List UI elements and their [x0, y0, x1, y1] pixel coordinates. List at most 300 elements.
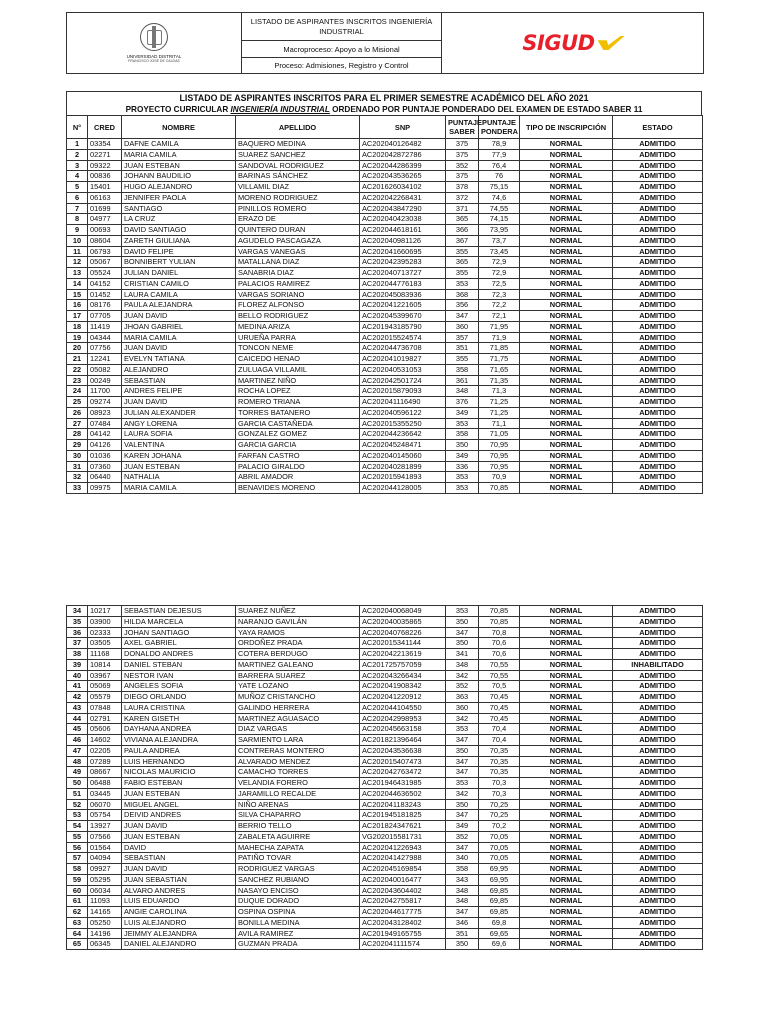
tipo-inscripcion-cell: NORMAL: [520, 429, 613, 440]
puntaje-saber-cell: 348: [446, 896, 479, 907]
row-number-cell: 37: [67, 638, 88, 649]
row-number-cell: 1: [67, 139, 88, 150]
cred-cell: 01564: [88, 842, 122, 853]
snp-cell: AC202042395283: [360, 257, 446, 268]
snp-cell: AC202015941893: [360, 472, 446, 483]
nombre-cell: SANTIAGO: [122, 203, 236, 214]
table-row: [67, 289, 703, 300]
apellido-cell: RODRIGUEZ VARGAS: [236, 864, 360, 875]
row-number-cell: 50: [67, 778, 88, 789]
cred-cell: 12241: [88, 354, 122, 365]
header-col-cred: CRED: [88, 116, 122, 139]
apellido-cell: ROMERO TRIANA: [236, 397, 360, 408]
estado-cell: ADMITIDO: [613, 289, 703, 300]
nombre-cell: JUAN ESTEBAN: [122, 831, 236, 842]
table-row: [67, 885, 703, 896]
tipo-inscripcion-cell: NORMAL: [520, 713, 613, 724]
apellido-cell: BAQUERO MEDINA: [236, 139, 360, 150]
estado-cell: ADMITIDO: [613, 171, 703, 182]
snp-cell: AC201945181825: [360, 810, 446, 821]
nombre-cell: SEBASTIAN: [122, 853, 236, 864]
snp-cell: AC202044736708: [360, 343, 446, 354]
puntaje-saber-cell: 365: [446, 214, 479, 225]
table-row: [67, 257, 703, 268]
puntaje-ponderado-cell: 72,2: [479, 300, 520, 311]
apellido-cell: DIAZ VARGAS: [236, 724, 360, 735]
puntaje-saber-cell: 336: [446, 461, 479, 472]
estado-cell: ADMITIDO: [613, 917, 703, 928]
apellido-cell: FLOREZ ALFONSO: [236, 300, 360, 311]
estado-cell: ADMITIDO: [613, 354, 703, 365]
puntaje-ponderado-cell: 69,65: [479, 928, 520, 939]
nombre-cell: KAREN GISETH: [122, 713, 236, 724]
apellido-cell: CAMACHO TORRES: [236, 767, 360, 778]
table-row: [67, 160, 703, 171]
puntaje-ponderado-cell: 70,85: [479, 483, 520, 494]
tipo-inscripcion-cell: NORMAL: [520, 659, 613, 670]
cred-cell: 06163: [88, 192, 122, 203]
puntaje-saber-cell: 368: [446, 289, 479, 300]
puntaje-saber-cell: 347: [446, 311, 479, 322]
snp-cell: AC202045663158: [360, 724, 446, 735]
table-row: [67, 810, 703, 821]
estado-cell: ADMITIDO: [613, 203, 703, 214]
snp-cell: AC202041116490: [360, 397, 446, 408]
row-number-cell: 40: [67, 670, 88, 681]
brand-check-icon: [595, 36, 624, 50]
snp-cell: AC202043128402: [360, 917, 446, 928]
nombre-cell: SEBASTIAN: [122, 375, 236, 386]
apellido-cell: BELLO RODRIGUEZ: [236, 311, 360, 322]
snp-cell: AC202041908342: [360, 681, 446, 692]
table-row: [67, 171, 703, 182]
table-row: [67, 939, 703, 950]
apellido-cell: BENAVIDES MORENO: [236, 483, 360, 494]
estado-cell: ADMITIDO: [613, 235, 703, 246]
cred-cell: 06034: [88, 885, 122, 896]
estado-cell: ADMITIDO: [613, 375, 703, 386]
header-col-apellido: APELLIDO: [236, 116, 360, 139]
apellido-cell: OSPINA OSPINA: [236, 907, 360, 918]
puntaje-saber-cell: 360: [446, 321, 479, 332]
tipo-inscripcion-cell: NORMAL: [520, 364, 613, 375]
program-name: INGENIERÍA INDUSTRIAL: [230, 105, 330, 114]
estado-cell: ADMITIDO: [613, 386, 703, 397]
puntaje-ponderado-cell: 71,9: [479, 332, 520, 343]
row-number-cell: 42: [67, 692, 88, 703]
snp-cell: AC202041427988: [360, 853, 446, 864]
table-row: [67, 182, 703, 193]
puntaje-ponderado-cell: 72,9: [479, 268, 520, 279]
table-row: [67, 483, 703, 494]
table-row: [67, 627, 703, 638]
cred-cell: 14165: [88, 907, 122, 918]
tipo-inscripcion-cell: NORMAL: [520, 788, 613, 799]
puntaje-ponderado-cell: 70,6: [479, 649, 520, 660]
apellido-cell: AGUDELO PASCAGAZA: [236, 235, 360, 246]
nombre-cell: JOHAN SANTIAGO: [122, 627, 236, 638]
estado-cell: ADMITIDO: [613, 440, 703, 451]
tipo-inscripcion-cell: NORMAL: [520, 375, 613, 386]
puntaje-ponderado-cell: 70,3: [479, 778, 520, 789]
cred-cell: 11419: [88, 321, 122, 332]
apellido-cell: YAYA RAMOS: [236, 627, 360, 638]
puntaje-ponderado-cell: 71,35: [479, 375, 520, 386]
tipo-inscripcion-cell: NORMAL: [520, 735, 613, 746]
puntaje-saber-cell: 351: [446, 343, 479, 354]
apellido-cell: BARRERA SUAREZ: [236, 670, 360, 681]
puntaje-saber-cell: 356: [446, 300, 479, 311]
snp-cell: AC202042755817: [360, 896, 446, 907]
puntaje-saber-cell: 349: [446, 821, 479, 832]
cred-cell: 05067: [88, 257, 122, 268]
nombre-cell: ANGELES SOFIA: [122, 681, 236, 692]
puntaje-ponderado-cell: 71,05: [479, 429, 520, 440]
snp-cell: AC202044104550: [360, 702, 446, 713]
puntaje-ponderado-cell: 69,95: [479, 864, 520, 875]
tipo-inscripcion-cell: NORMAL: [520, 831, 613, 842]
puntaje-ponderado-cell: 71,75: [479, 354, 520, 365]
table-row: [67, 821, 703, 832]
estado-cell: ADMITIDO: [613, 278, 703, 289]
apellido-cell: ALVARADO MENDEZ: [236, 756, 360, 767]
puntaje-ponderado-cell: 70,95: [479, 450, 520, 461]
tipo-inscripcion-cell: NORMAL: [520, 461, 613, 472]
apellido-cell: AVILA RAMIREZ: [236, 928, 360, 939]
puntaje-ponderado-cell: 71,1: [479, 418, 520, 429]
puntaje-saber-cell: 342: [446, 713, 479, 724]
nombre-cell: NICOLAS MAURICIO: [122, 767, 236, 778]
apellido-cell: MARTINEZ AGUASACO: [236, 713, 360, 724]
tipo-inscripcion-cell: NORMAL: [520, 407, 613, 418]
puntaje-saber-cell: 350: [446, 799, 479, 810]
snp-cell: AC202045399670: [360, 311, 446, 322]
row-number-cell: 52: [67, 799, 88, 810]
puntaje-saber-cell: 358: [446, 364, 479, 375]
tipo-inscripcion-cell: NORMAL: [520, 472, 613, 483]
nombre-cell: ANDRES FELIPE: [122, 386, 236, 397]
snp-cell: AC202042763472: [360, 767, 446, 778]
puntaje-saber-cell: 350: [446, 939, 479, 950]
puntaje-ponderado-cell: 70,4: [479, 724, 520, 735]
tipo-inscripcion-cell: NORMAL: [520, 214, 613, 225]
puntaje-ponderado-cell: 69,85: [479, 907, 520, 918]
row-number-cell: 63: [67, 917, 88, 928]
puntaje-saber-cell: 352: [446, 681, 479, 692]
apellido-cell: DUQUE DORADO: [236, 896, 360, 907]
table-row: [67, 300, 703, 311]
nombre-cell: CRISTIAN CAMILO: [122, 278, 236, 289]
estado-cell: ADMITIDO: [613, 429, 703, 440]
nombre-cell: MIGUEL ANGEL: [122, 799, 236, 810]
snp-cell: VG202015581731: [360, 831, 446, 842]
puntaje-ponderado-cell: 76: [479, 171, 520, 182]
snp-cell: AC202015879093: [360, 386, 446, 397]
snp-cell: AC202044618161: [360, 225, 446, 236]
cred-cell: 00693: [88, 225, 122, 236]
snp-cell: AC202040126482: [360, 139, 446, 150]
estado-cell: ADMITIDO: [613, 745, 703, 756]
table-title-box: [66, 91, 702, 115]
tipo-inscripcion-cell: NORMAL: [520, 332, 613, 343]
apellido-cell: GONZALEZ GOMEZ: [236, 429, 360, 440]
row-number-cell: 41: [67, 681, 88, 692]
tipo-inscripcion-cell: NORMAL: [520, 606, 613, 617]
row-number-cell: 23: [67, 375, 88, 386]
cred-cell: 09927: [88, 864, 122, 875]
apellido-cell: CAICEDO HENAO: [236, 354, 360, 365]
puntaje-ponderado-cell: 69,85: [479, 896, 520, 907]
tipo-inscripcion-cell: NORMAL: [520, 246, 613, 257]
table-row: [67, 192, 703, 203]
apellido-cell: COTERA BERDUGO: [236, 649, 360, 660]
table-row: [67, 606, 703, 617]
apellido-cell: SUAREZ NUÑEZ: [236, 606, 360, 617]
snp-cell: AC201626034102: [360, 182, 446, 193]
nombre-cell: AXEL GABRIEL: [122, 638, 236, 649]
table-row: [67, 450, 703, 461]
row-number-cell: 16: [67, 300, 88, 311]
apellido-cell: VILLAMIL DIAZ: [236, 182, 360, 193]
apellido-cell: CONTRERAS MONTERO: [236, 745, 360, 756]
cred-cell: 05295: [88, 874, 122, 885]
puntaje-ponderado-cell: 74,15: [479, 214, 520, 225]
estado-cell: ADMITIDO: [613, 214, 703, 225]
row-number-cell: 34: [67, 606, 88, 617]
tipo-inscripcion-cell: NORMAL: [520, 450, 613, 461]
puntaje-ponderado-cell: 76,4: [479, 160, 520, 171]
snp-cell: AC202040981126: [360, 235, 446, 246]
apellido-cell: GALINDO HERRERA: [236, 702, 360, 713]
nombre-cell: JUAN ESTEBAN: [122, 461, 236, 472]
puntaje-saber-cell: 351: [446, 928, 479, 939]
snp-cell: AC202040145060: [360, 450, 446, 461]
tipo-inscripcion-cell: NORMAL: [520, 885, 613, 896]
puntaje-saber-cell: 350: [446, 745, 479, 756]
table-row: [67, 429, 703, 440]
puntaje-saber-cell: 353: [446, 278, 479, 289]
nombre-cell: NESTOR IVAN: [122, 670, 236, 681]
cred-cell: 15401: [88, 182, 122, 193]
snp-cell: AC202043536638: [360, 745, 446, 756]
table-row: [67, 864, 703, 875]
snp-cell: AC202041183243: [360, 799, 446, 810]
puntaje-ponderado-cell: 69,8: [479, 917, 520, 928]
puntaje-saber-cell: 347: [446, 810, 479, 821]
tipo-inscripcion-cell: NORMAL: [520, 907, 613, 918]
aspirants-table-continued: [66, 605, 703, 950]
puntaje-saber-cell: 358: [446, 429, 479, 440]
puntaje-ponderado-cell: 70,25: [479, 810, 520, 821]
apellido-cell: GUZMAN PRADA: [236, 939, 360, 950]
estado-cell: ADMITIDO: [613, 756, 703, 767]
snp-cell: AC202040035865: [360, 616, 446, 627]
table-row: [67, 853, 703, 864]
row-number-cell: 24: [67, 386, 88, 397]
estado-cell: ADMITIDO: [613, 788, 703, 799]
row-number-cell: 38: [67, 649, 88, 660]
table-row: [67, 321, 703, 332]
aspirants-table: [66, 115, 703, 494]
tipo-inscripcion-cell: NORMAL: [520, 821, 613, 832]
cred-cell: 07848: [88, 702, 122, 713]
puntaje-ponderado-cell: 71,65: [479, 364, 520, 375]
table-row: [67, 407, 703, 418]
puntaje-ponderado-cell: 70,6: [479, 638, 520, 649]
row-number-cell: 28: [67, 429, 88, 440]
estado-cell: ADMITIDO: [613, 778, 703, 789]
cred-cell: 11700: [88, 386, 122, 397]
puntaje-ponderado-cell: 73,45: [479, 246, 520, 257]
table-row: [67, 670, 703, 681]
cred-cell: 06345: [88, 939, 122, 950]
nombre-cell: JUAN DAVID: [122, 311, 236, 322]
snp-cell: AC202041111574: [360, 939, 446, 950]
puntaje-ponderado-cell: 73,95: [479, 225, 520, 236]
estado-cell: ADMITIDO: [613, 874, 703, 885]
estado-cell: ADMITIDO: [613, 182, 703, 193]
puntaje-ponderado-cell: 70,5: [479, 681, 520, 692]
tipo-inscripcion-cell: NORMAL: [520, 638, 613, 649]
cred-cell: 04344: [88, 332, 122, 343]
nombre-cell: ALVARO ANDRES: [122, 885, 236, 896]
apellido-cell: YATE LOZANO: [236, 681, 360, 692]
tipo-inscripcion-cell: NORMAL: [520, 799, 613, 810]
puntaje-ponderado-cell: 71,95: [479, 321, 520, 332]
apellido-cell: VARGAS VANEGAS: [236, 246, 360, 257]
nombre-cell: LAURA CAMILA: [122, 289, 236, 300]
cred-cell: 02205: [88, 745, 122, 756]
estado-cell: ADMITIDO: [613, 418, 703, 429]
tipo-inscripcion-cell: NORMAL: [520, 681, 613, 692]
puntaje-ponderado-cell: 70,35: [479, 767, 520, 778]
apellido-cell: TORRES BATANERO: [236, 407, 360, 418]
snp-cell: AC202015407473: [360, 756, 446, 767]
table-row: [67, 842, 703, 853]
estado-cell: ADMITIDO: [613, 713, 703, 724]
estado-cell: ADMITIDO: [613, 649, 703, 660]
tipo-inscripcion-cell: NORMAL: [520, 670, 613, 681]
table-row: [67, 139, 703, 150]
nombre-cell: VIVIANA ALEJANDRA: [122, 735, 236, 746]
apellido-cell: MARTINEZ NIÑO: [236, 375, 360, 386]
nombre-cell: JENNIFER PAOLA: [122, 192, 236, 203]
nombre-cell: DIEGO ORLANDO: [122, 692, 236, 703]
table-row: [67, 713, 703, 724]
row-number-cell: 47: [67, 745, 88, 756]
snp-cell: AC202042998953: [360, 713, 446, 724]
cred-cell: 05754: [88, 810, 122, 821]
row-number-cell: 15: [67, 289, 88, 300]
table-row: [67, 799, 703, 810]
cred-cell: 04126: [88, 440, 122, 451]
apellido-cell: URUEÑA PARRA: [236, 332, 360, 343]
estado-cell: ADMITIDO: [613, 896, 703, 907]
table-row: [67, 311, 703, 322]
nombre-cell: JUAN DAVID: [122, 821, 236, 832]
estado-cell: ADMITIDO: [613, 450, 703, 461]
cred-cell: 00836: [88, 171, 122, 182]
row-number-cell: 59: [67, 874, 88, 885]
puntaje-saber-cell: 347: [446, 907, 479, 918]
university-seal-icon: [140, 23, 168, 51]
tipo-inscripcion-cell: NORMAL: [520, 939, 613, 950]
estado-cell: ADMITIDO: [613, 139, 703, 150]
puntaje-ponderado-cell: 70,85: [479, 616, 520, 627]
estado-cell: ADMITIDO: [613, 907, 703, 918]
table-row: [67, 831, 703, 842]
snp-cell: AC202044636502: [360, 788, 446, 799]
table-row: [67, 928, 703, 939]
snp-cell: AC202044128005: [360, 483, 446, 494]
snp-cell: AC202042213619: [360, 649, 446, 660]
estado-cell: ADMITIDO: [613, 606, 703, 617]
table-row: [67, 203, 703, 214]
estado-cell: ADMITIDO: [613, 821, 703, 832]
puntaje-saber-cell: 355: [446, 268, 479, 279]
row-number-cell: 56: [67, 842, 88, 853]
snp-cell: AC201949165755: [360, 928, 446, 939]
table-row: [67, 756, 703, 767]
estado-cell: ADMITIDO: [613, 257, 703, 268]
cred-cell: 04094: [88, 853, 122, 864]
snp-cell: AC201824347621: [360, 821, 446, 832]
puntaje-saber-cell: 349: [446, 450, 479, 461]
row-number-cell: 9: [67, 225, 88, 236]
snp-cell: AC202040423038: [360, 214, 446, 225]
table-row: [67, 692, 703, 703]
tipo-inscripcion-cell: NORMAL: [520, 203, 613, 214]
nombre-cell: JUAN DAVID: [122, 343, 236, 354]
apellido-cell: NARANJO GAVILÁN: [236, 616, 360, 627]
row-number-cell: 49: [67, 767, 88, 778]
puntaje-ponderado-cell: 70,95: [479, 440, 520, 451]
row-number-cell: 60: [67, 885, 88, 896]
nombre-cell: SEBASTIAN DEJESUS: [122, 606, 236, 617]
snp-cell: AC201821396464: [360, 735, 446, 746]
table-row: [67, 225, 703, 236]
estado-cell: ADMITIDO: [613, 461, 703, 472]
row-number-cell: 18: [67, 321, 88, 332]
puntaje-saber-cell: 346: [446, 917, 479, 928]
snp-cell: AC202040068049: [360, 606, 446, 617]
estado-cell: ADMITIDO: [613, 735, 703, 746]
tipo-inscripcion-cell: NORMAL: [520, 842, 613, 853]
cred-cell: 14196: [88, 928, 122, 939]
nombre-cell: JHOAN GABRIEL: [122, 321, 236, 332]
apellido-cell: BARINAS SÁNCHEZ: [236, 171, 360, 182]
puntaje-ponderado-cell: 70,05: [479, 831, 520, 842]
puntaje-saber-cell: 371: [446, 203, 479, 214]
tipo-inscripcion-cell: NORMAL: [520, 692, 613, 703]
puntaje-ponderado-cell: 70,35: [479, 745, 520, 756]
row-number-cell: 6: [67, 192, 88, 203]
snp-cell: AC202045169854: [360, 864, 446, 875]
cred-cell: 03900: [88, 616, 122, 627]
cred-cell: 07360: [88, 461, 122, 472]
apellido-cell: GARCIA GARCIA: [236, 440, 360, 451]
tipo-inscripcion-cell: NORMAL: [520, 343, 613, 354]
snp-cell: AC202043604402: [360, 885, 446, 896]
apellido-cell: FARFAN CASTRO: [236, 450, 360, 461]
puntaje-saber-cell: 347: [446, 756, 479, 767]
puntaje-ponderado-cell: 71,25: [479, 407, 520, 418]
nombre-cell: DAVID: [122, 842, 236, 853]
cred-cell: 07484: [88, 418, 122, 429]
puntaje-saber-cell: 342: [446, 670, 479, 681]
puntaje-ponderado-cell: 70,45: [479, 692, 520, 703]
row-number-cell: 58: [67, 864, 88, 875]
